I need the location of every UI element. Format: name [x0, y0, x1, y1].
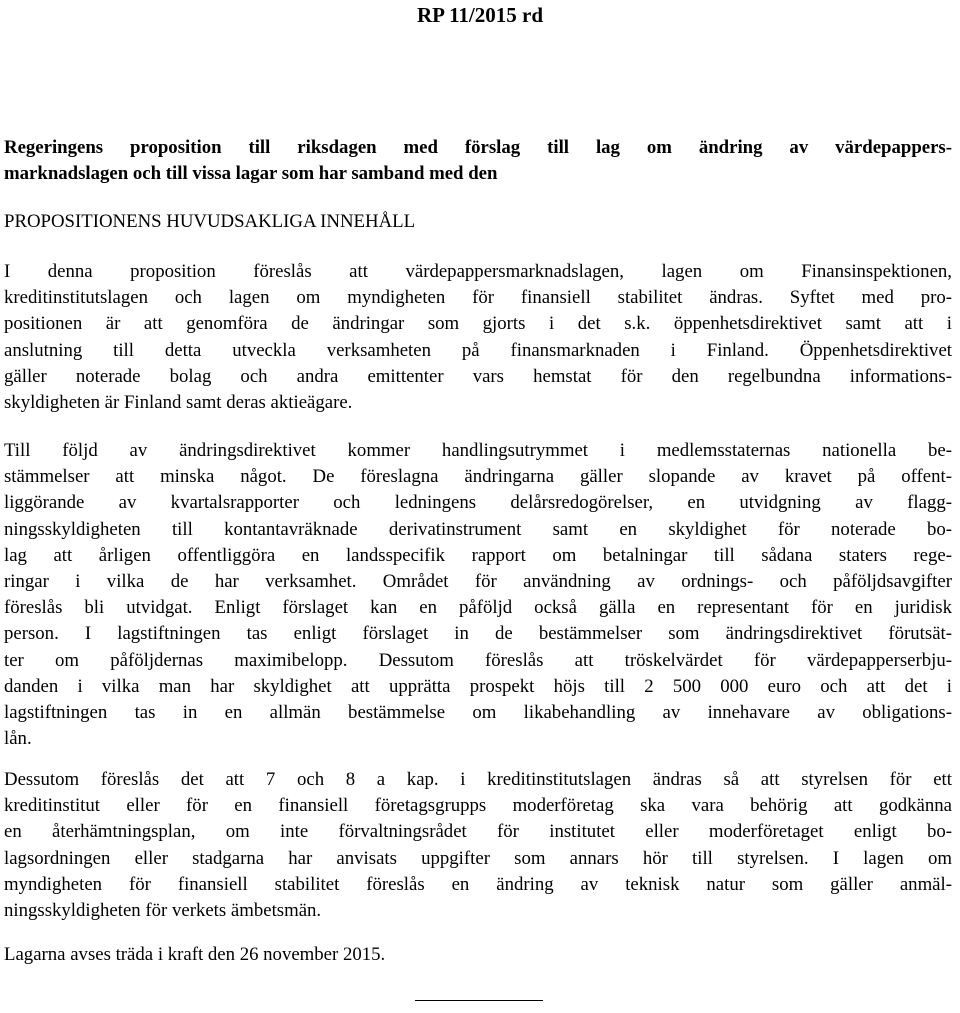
paragraph-line: liggörande av kvartalsrapporter och ledningens delårsredogörelser, en utvidgning av flagg-	[4, 492, 952, 514]
section-heading: PROPOSITIONENS HUVUDSAKLIGA INNEHÅLL	[4, 211, 416, 232]
paragraph-line: föreslås bli utvidgat. Enligt förslaget kan en påföljd också gälla en representant för en juridisk	[4, 597, 952, 619]
paragraph-line: kreditinstitut eller för en finansiell företagsgrupps moderföretag ska vara behörig att godkänna	[4, 795, 952, 817]
paragraph-line: Lagarna avses träda i kraft den 26 november 2015.	[4, 944, 386, 965]
title-line: Regeringens proposition till riksdagen med förslag till lag om ändring av värdepappers-	[4, 137, 952, 158]
paragraph-line: Dessutom föreslås det att 7 och 8 a kap. i kreditinstitutslagen ändras så att styrelsen för ett	[4, 769, 952, 790]
paragraph-line: positionen är att genomföra de ändringar som gjorts i det s.k. öppenhetsdirektivet samt att i	[4, 313, 952, 335]
paragraph-line: ningsskyldigheten till kontantavräknade derivatinstrument samt en skyldighet för noterade bo-	[4, 518, 952, 540]
paragraph-line: ningsskyldigheten för verkets ämbetsmän.	[4, 899, 322, 921]
paragraph-line: lagsordningen eller stadgarna har anvisats uppgifter som annars hör till styrelsen. I lagen om	[4, 847, 952, 869]
paragraph-2	[4, 438, 952, 752]
paragraph-line: myndigheten för finansiell stabilitet föreslås en ändring av teknisk natur som gäller anmäl-	[4, 873, 952, 895]
paragraph-line: ringar i vilka de har verksamhet. Området för användning av ordnings- och påföljdsavgifter	[4, 570, 952, 592]
paragraph-line: kreditinstitutslagen och lagen om myndigheten för finansiell stabilitet ändras. Syftet med pro-	[4, 287, 952, 309]
paragraph-line: Till följd av ändringsdirektivet kommer handlingsutrymmet i medlemsstaternas nationella be-	[4, 440, 952, 461]
paragraph-line: skyldigheten är Finland samt deras aktieägare.	[4, 391, 353, 413]
paragraph-3	[4, 767, 952, 924]
paragraph-1	[4, 259, 952, 416]
document-header: RP 11/2015 rd	[416, 3, 543, 27]
paragraph-line: en återhämtningsplan, om inte förvaltningsrådet för institutet eller moderföretaget enligt bo-	[4, 821, 952, 843]
paragraph-line: lån.	[4, 728, 32, 750]
paragraph-line: anslutning till detta utveckla verksamheten på finansmarknaden i Finland. Öppenhetsdirektivet	[4, 339, 952, 361]
paragraph-4	[4, 942, 952, 968]
title-line: marknadslagen och till vissa lagar som har samband med den	[4, 163, 498, 185]
paragraph-line: gäller noterade bolag och andra emittenter vars hemstat för den regelbundna informations-	[4, 365, 952, 387]
paragraph-line: lagstiftningen tas in en allmän bestämmelse om likabehandling av innehavare av obligations-	[4, 701, 952, 723]
paragraph-line: lag att årligen offentliggöra en landsspecifik rapport om betalningar till sådana staters rege-	[4, 544, 952, 566]
paragraph-line: I denna proposition föreslås att värdepappersmarknadslagen, lagen om Finansinspektionen,	[4, 261, 952, 282]
proposal-title	[4, 135, 952, 187]
paragraph-line: person. I lagstiftningen tas enligt förslaget in de bestämmelser som ändringsdirektivet förutsät-	[4, 623, 952, 645]
paragraph-line: danden i vilka man har skyldighet att upprätta prospekt höjs till 2 500 000 euro och att det i	[4, 675, 952, 697]
section-heading-block	[4, 209, 952, 235]
end-rule	[415, 1000, 543, 1001]
paragraph-line: stämmelser att minska något. De föreslagna ändringarna gäller slopande av kravet på offent-	[4, 466, 952, 488]
paragraph-line: ter om påföljdernas maximibelopp. Dessutom föreslås att tröskelvärdet för värdepapperserbju-	[4, 649, 952, 671]
